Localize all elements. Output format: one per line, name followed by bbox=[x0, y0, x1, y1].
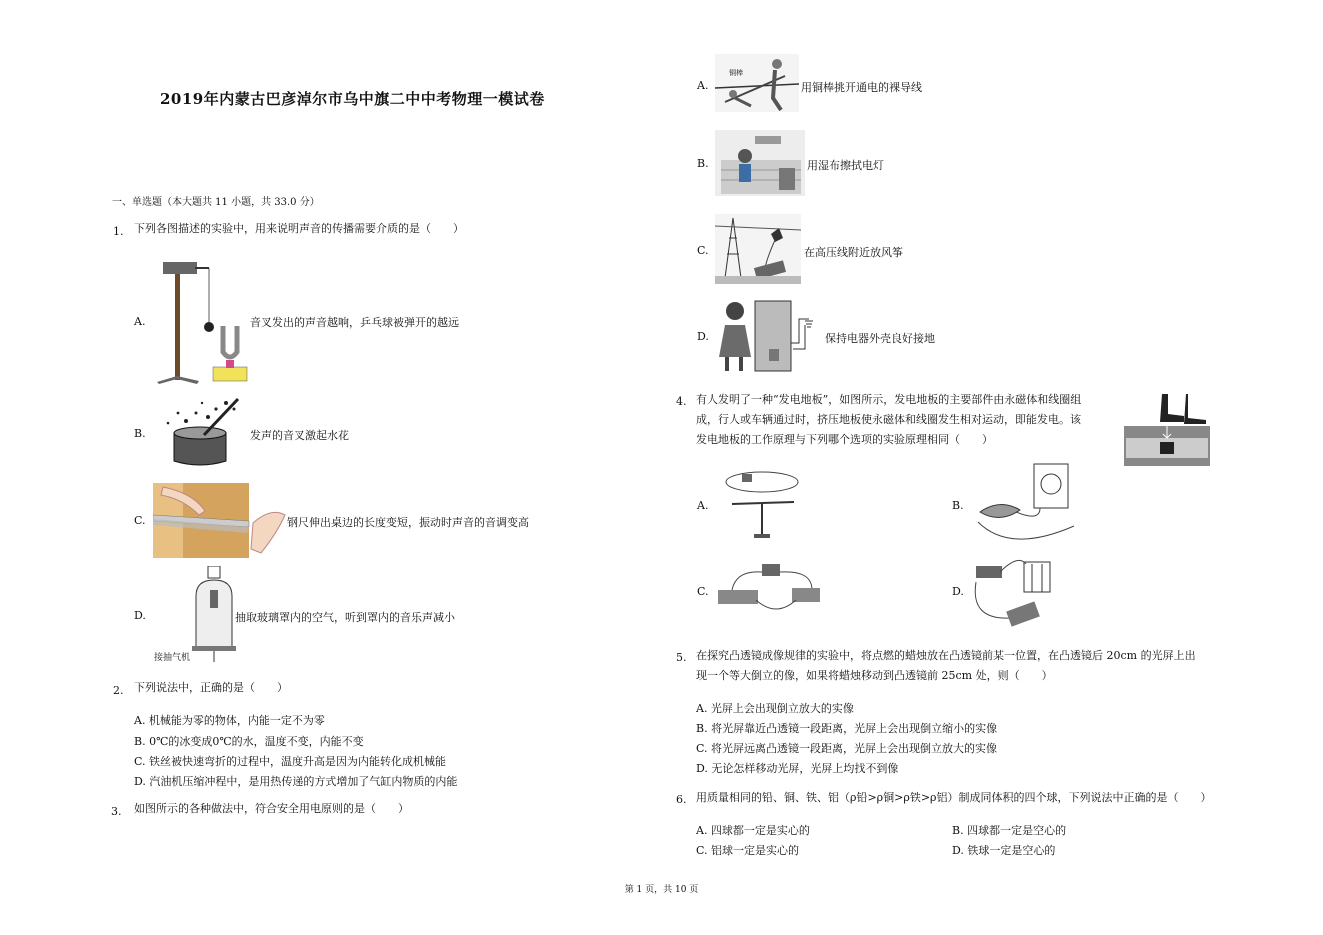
q5-number: 5. bbox=[676, 651, 687, 664]
q4-stem-line-2: 成，行人或车辆通过时，挤压地板使永磁体和线圈发生相对运动，即能发电。该 bbox=[696, 413, 1081, 426]
q6-option-a: A. 四球都一定是实心的 bbox=[696, 824, 810, 837]
q1-stem: 下列各图描述的实验中，用来说明声音的传播需要介质的是（ ） bbox=[134, 222, 464, 235]
q6-option-d: D. 铁球一定是空心的 bbox=[952, 844, 1056, 857]
q3-option-a-text: 用铜棒挑开通电的裸导线 bbox=[801, 81, 922, 94]
section-heading: 一、单选题（本大题共 11 小题，共 33.0 分） bbox=[112, 197, 320, 208]
q5-stem-line-2: 现一个等大倒立的像，如果将蜡烛移动到凸透镜前 25cm 处，则（ ） bbox=[696, 669, 1053, 682]
q2-option-a: A. 机械能为零的物体，内能一定不为零 bbox=[134, 714, 325, 727]
q5-option-a: A. 光屏上会出现倒立放大的实像 bbox=[696, 702, 854, 715]
q5-option-d: D. 无论怎样移动光屏，光屏上均找不到像 bbox=[696, 762, 899, 775]
q4-option-a: A. bbox=[697, 499, 709, 512]
q2-number: 2. bbox=[113, 684, 124, 697]
q1-number: 1. bbox=[113, 225, 124, 238]
q3-stem: 如图所示的各种做法中，符合安全用电原则的是（ ） bbox=[134, 802, 409, 815]
q2-option-b: B. 0℃的冰变成0℃的水，温度不变，内能不变 bbox=[134, 735, 364, 748]
q6-number: 6. bbox=[676, 793, 687, 806]
q1-option-b-label: B. bbox=[134, 427, 146, 440]
q3-option-b-label: B. bbox=[697, 157, 709, 170]
tuning-fork-pingpong-figure bbox=[153, 254, 251, 384]
q4-figure-b bbox=[970, 462, 1080, 546]
q3-option-c-text: 在高压线附近放风筝 bbox=[804, 246, 903, 259]
kite-high-voltage-figure bbox=[715, 214, 801, 284]
q6-option-b: B. 四球都一定是空心的 bbox=[952, 824, 1067, 837]
q4-figure-a bbox=[718, 466, 808, 542]
q4-stem-line-3: 发电地板的工作原理与下列哪个选项的实验原理相同（ ） bbox=[696, 433, 993, 446]
q2-stem: 下列说法中，正确的是（ ） bbox=[134, 681, 288, 694]
q3-fig-a-label: 铜棒 bbox=[729, 69, 743, 77]
q1-fig-d-label: 接抽气机 bbox=[154, 653, 191, 663]
q4-option-d: D. bbox=[952, 585, 964, 598]
q3-option-c-label: C. bbox=[697, 244, 709, 257]
q5-option-c: C. 将光屏远离凸透镜一段距离，光屏上会出现倒立放大的实像 bbox=[696, 742, 998, 755]
bell-jar-figure bbox=[190, 566, 238, 666]
page-footer: 第 1 页，共 10 页 bbox=[624, 885, 699, 895]
steel-ruler-figure bbox=[153, 483, 289, 558]
q4-option-b: B. bbox=[952, 499, 964, 512]
q3-option-d-text: 保持电器外壳良好接地 bbox=[825, 332, 935, 345]
power-floor-figure bbox=[1124, 394, 1210, 470]
q4-option-c: C. bbox=[697, 585, 709, 598]
q1-option-c-label: C. bbox=[134, 514, 146, 527]
copper-rod-figure bbox=[715, 54, 799, 112]
grounded-appliance-figure bbox=[715, 299, 823, 373]
wet-cloth-lamp-figure bbox=[715, 130, 805, 196]
q1-option-d-label: D. bbox=[134, 609, 146, 622]
q4-number: 4. bbox=[676, 395, 687, 408]
q3-option-d-label: D. bbox=[697, 330, 709, 343]
q3-number: 3. bbox=[111, 805, 122, 818]
q4-stem-line-1: 有人发明了一种“发电地板”，如图所示，发电地板的主要部件由永磁体和线圈组 bbox=[696, 393, 1082, 406]
q1-option-d-text: 抽取玻璃罩内的空气，听到罩内的音乐声减小 bbox=[235, 611, 455, 624]
q5-stem-line-1: 在探究凸透镜成像规律的实验中，将点燃的蜡烛放在凸透镜前某一位置，在凸透镜后 20cm 的光屏上出 bbox=[696, 649, 1196, 662]
page-title: 2019年内蒙古巴彦淖尔市乌中旗二中中考物理一模试卷 bbox=[160, 90, 545, 108]
q6-option-c: C. 铝球一定是实心的 bbox=[696, 844, 800, 857]
q2-option-d: D. 汽油机压缩冲程中，是用热传递的方式增加了气缸内物质的内能 bbox=[134, 775, 458, 788]
q2-option-c: C. 铁丝被快速弯折的过程中，温度升高是因为内能转化成机械能 bbox=[134, 755, 447, 768]
q6-stem: 用质量相同的铅、铜、铁、铝（ρ铅>ρ铜>ρ铁>ρ铝）制成同体积的四个球，下列说法中正确的是（ ） bbox=[696, 791, 1212, 804]
q1-option-b-text: 发声的音叉激起水花 bbox=[250, 429, 349, 442]
q5-option-b: B. 将光屏靠近凸透镜一段距离，光屏上会出现倒立缩小的实像 bbox=[696, 722, 998, 735]
q1-option-c-text: 钢尺伸出桌边的长度变短，振动时声音的音调变高 bbox=[287, 516, 529, 529]
q1-option-a-label: A. bbox=[134, 315, 146, 328]
q3-option-b-text: 用湿布擦拭电灯 bbox=[807, 159, 884, 172]
water-splash-figure bbox=[156, 395, 248, 467]
q1-option-a-text: 音叉发出的声音越响，乒乓球被弹开的越远 bbox=[250, 316, 459, 329]
q4-figure-d bbox=[970, 552, 1080, 630]
q3-option-a-label: A. bbox=[697, 79, 709, 92]
q4-figure-c bbox=[716, 560, 826, 618]
